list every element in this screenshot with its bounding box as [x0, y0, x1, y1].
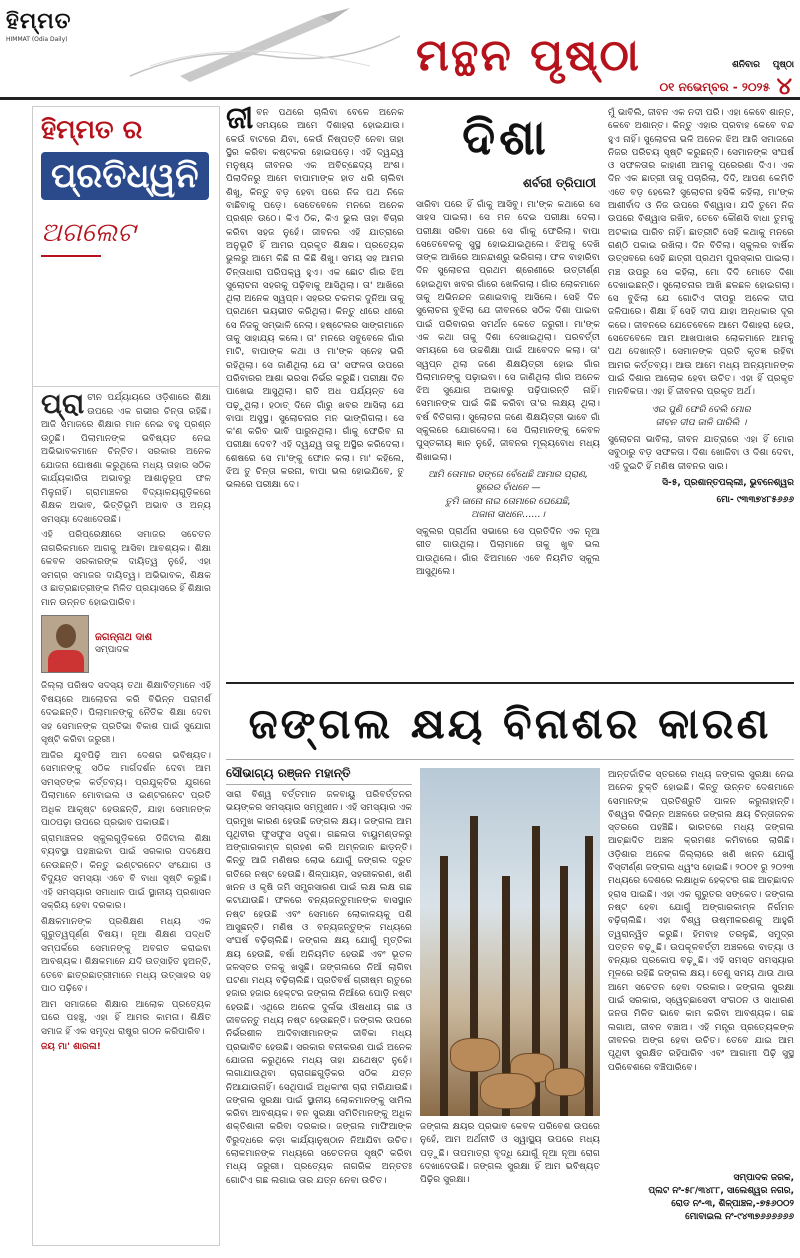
- log-stump: [480, 1073, 536, 1109]
- page-label: ପୃଷ୍ଠା: [772, 60, 794, 70]
- editorial-dropcap: ପ୍ରା: [41, 387, 85, 420]
- verse-line: ଅଜାନା ସାଧନେ……।: [471, 508, 545, 520]
- forest-article-column-1: ସାରା ବିଶ୍ୱ ବର୍ତ୍ତମାନ ଜଳବାୟୁ ପରିବର୍ତ୍ତନର ଭୟଙ୍କର ସମସ୍ୟାର ସମ୍ମୁଖୀନ। ଏହି ସମସ୍ୟାର ଏକ ପ୍ରମୁଖ କାରଣ ହେଉଛି ଜଙ୍ଗଲ କ୍ଷୟ। ଜଙ୍ଗଲ ଆମ ପୃଥିବୀର ଫୁସଫୁସ ସଦୃଶ। ଗଛଲତା ବାୟୁମଣ୍ଡଳରୁ ଅଙ୍ଗାରକାମ୍ଳ ଗ୍ରହଣ କରି ଅମ୍ଳଜାନ ଛାଡ଼ନ୍ତି। କିନ୍ତୁ ଆଜି ମଣିଷର ଲୋଭ ଯୋଗୁଁ ଜଙ୍ଗଲ ଦ୍ରୁତ ଗତିରେ ନଷ୍ଟ ହେଉଛି। ଶିଳ୍ପାୟନ, ସହରୀକରଣ, ଖଣି ଖନନ ଓ କୃଷି ଜମି ସମ୍ପ୍ରସାରଣ ପାଇଁ ଲକ୍ଷ ଲକ୍ଷ ଗଛ କଟାଯାଉଛି। ଫଳରେ ବନ୍ୟଜନ୍ତୁମାନଙ୍କ ବାସସ୍ଥାନ ନଷ୍ଟ ହେଉଛି ଏବଂ ସେମାନେ ଲୋକାଳୟକୁ ପଶି ଆସୁଛନ୍ତି। ମଣିଷ ଓ ବନ୍ୟଜନ୍ତୁଙ୍କ ମଧ୍ୟରେ ସଂଘର୍ଷ ବଢ଼ିଚାଲିଛି। ଜଙ୍ଗଲ କ୍ଷୟ ଯୋଗୁଁ ମୃତ୍ତିକା କ୍ଷୟ ହେଉଛି, ବର୍ଷା ଅନିୟମିତ ହେଉଛି ଏବଂ ଭୂତଳ ଜଳସ୍ତର ତଳକୁ ଖସୁଛି। ଜଙ୍ଗଲରେ ନିଆଁ ଲାଗିବା ଘଟଣା ମଧ୍ୟ ବଢ଼ିଚାଲିଛି। ପ୍ରତିବର୍ଷ ଗ୍ରୀଷ୍ମ ଋତୁରେ ହଜାର ହଜାର ହେକ୍ଟର ଜଙ୍ଗଲ ନିଆଁରେ ପୋଡ଼ି ନଷ୍ଟ ହେଉଛି। ଏଥିରେ ଅନେକ ଦୁର୍ଲଭ ଔଷଧୀୟ ଗଛ ଓ ଜୀବଜନ୍ତୁ ମଧ୍ୟ ନଷ୍ଟ ହେଉଛନ୍ତି। ଜଙ୍ଗଲ ଉପରେ ନିର୍ଭରଶୀଳ ଆଦିବାସୀମାନଙ୍କ ଜୀବିକା ମଧ୍ୟ ପ୍ରଭାବିତ ହେଉଛି। ସରକାର ବନୀକରଣ ପାଇଁ ଅନେକ ଯୋଜନା କରୁଥିଲେ ମଧ୍ୟ ତାହା ଯଥେଷ୍ଟ ନୁହେଁ। ଲଗାଯାଉଥିବା ଚାରାଗଛଗୁଡ଼ିକର ସଠିକ ଯତ୍ନ ନିଆଯାଉନାହିଁ। ସେଥିପାଇଁ ଅଧିକାଂଶ ଚାରା ମରିଯାଉଛି। ଜଙ୍ଗଲ ସୁରକ୍ଷା ପାଇଁ ସ୍ଥାନୀୟ ଲୋକମାନଙ୍କୁ ସାମିଲ କରିବା ଆବଶ୍ୟକ। ବନ ସୁରକ୍ଷା ସମିତିମାନଙ୍କୁ ଅଧିକ ଶକ୍ତିଶାଳୀ କରିବା ଦରକାର। ଜଙ୍ଗଲ ମାଫିଆଙ୍କ ବିରୁଦ୍ଧରେ କଡ଼ା କାର୍ଯ୍ୟାନୁଷ୍ଠାନ ନିଆଯିବା ଉଚିତ। ଲୋକମାନଙ୍କ ମଧ୍ୟରେ ସଚେତନତା ସୃଷ୍ଟି କରିବା ମଧ୍ୟ ଜରୁରୀ। ପ୍ରତ୍ୟେକ ନାଗରିକ ଅନ୍ତତଃ ଗୋଟିଏ ଗଛ ଲଗାଇ ତାର ଯତ୍ନ ନେବା ଉଚିତ।: [226, 789, 412, 1186]
- masthead: [0, 0, 800, 100]
- editorial-text: [33, 387, 219, 1247]
- editorial-paragraph: ଗ୍ରାମାଞ୍ଚଳର ସ୍କୁଲଗୁଡ଼ିକରେ ଡିଜିଟାଲ ଶିକ୍ଷା ବ୍ୟବସ୍ଥା ପହଞ୍ଚାଇବା ପାଇଁ ସରକାର ପଦକ୍ଷେପ ନେଉଛନ୍ତି। କିନ୍ତୁ ଇଣ୍ଟରନେଟ ସଂଯୋଗ ଓ ବିଦ୍ୟୁତ ସମସ୍ୟା ଏବେ ବି ବାଧା ସୃଷ୍ଟି କରୁଛି। ଏହି ସମସ୍ୟାର ସମାଧାନ ପାଇଁ ସ୍ଥାନୀୟ ପ୍ରଶାସନ ସକ୍ରିୟ ହେବା ଦରକାର।: [41, 832, 211, 911]
- verse-line: ତୁମି ଜାନୋ ନାଇ ତୋମାରେ ପେଯେଛି,: [445, 495, 571, 507]
- editorial-column: [32, 106, 220, 1246]
- author-role: ସମ୍ପାଦକ: [95, 645, 130, 655]
- story-verse: [608, 403, 794, 430]
- story-signoff-phone: ମୋ- ୯୩୩୭୪୮୫୬୬୬: [716, 495, 794, 506]
- promo-brand: ହିମ୍ମତ ର: [41, 115, 143, 145]
- story-text: ସ୍କୁଲର ପ୍ରାର୍ଥନା ସଭାରେ ସେ ପ୍ରତିଦିନ ଏକ ନୂଆ ଗୀତ ଗାଉଥିଲା। ପିଲାମାନେ ତାକୁ ଖୁବ ଭଲ ପାଉଥିଲେ। ଗାଁର ଝିଅମାନେ ଏବେ ନିୟମିତ ସ୍କୁଲ ଆସୁଥିଲେ।: [416, 526, 600, 578]
- logo-subtitle: HIMMAT (Odia Daily): [6, 36, 68, 43]
- editorial-paragraph: ଜିଲ୍ଲା ପରିଷଦ ସଦସ୍ୟ ତଥା ଶିକ୍ଷାବିତ୍ମାନେ ଏହି ବିଷୟରେ ଆଲୋଚନା କରି ବିଭିନ୍ନ ପରାମର୍ଶ ଦେଇଛନ୍ତି। ପିଲାମାନଙ୍କୁ ନୈତିକ ଶିକ୍ଷା ଦେବା ସହ ସେମାନଙ୍କ ପ୍ରତିଭା ବିକାଶ ପାଇଁ ସୁଯୋଗ ସୃଷ୍ଟି କରିବା ଜରୁରୀ।: [41, 680, 211, 745]
- story-signoff-address: ସି-୫, ପ୍ରଶାନ୍ତପଲ୍ଲୀ, ଭୁବନେଶ୍ୱର: [662, 478, 794, 489]
- story-column-3: [608, 106, 794, 681]
- verse-line: ଏଇ ପୁଣି ଫେରି ଦେଲି ମୋର: [651, 403, 751, 415]
- promo-headline: ପ୍ରତିଧ୍ୱନି: [41, 152, 209, 200]
- verse-line: ଜୀବନ ଦୀପ ଜାଳି ପାରିଲି ।: [655, 416, 747, 428]
- address-line: ମୋବାଇଲ ନଂ-୯୪୩୭୬୬୬୬୬୬: [685, 1212, 794, 1222]
- log-stump: [545, 1068, 585, 1096]
- forest-article-title: ଜଙ୍ଗଲ କ୍ଷୟ ବିନାଶର କାରଣ: [226, 688, 794, 760]
- fountain-pen-illustration: [120, 6, 410, 86]
- editorial-closing: ଜୟ ମା' ଶାରଳା!: [41, 1041, 101, 1052]
- story-column-1: [226, 106, 410, 681]
- deforestation-photo[interactable]: [420, 768, 600, 1116]
- story-text: ବନ ପଥରେ ଚାଲିବା ବେଳେ ଅନେକ ସମୟରେ ଆମେ ଦିଶାହରା ହୋଇଯାଉ। କେଉଁ ବାଟରେ ଯିବା, କେଉଁ ନିଷ୍ପତ୍ତି ନେବା ତାହା ସ୍ଥିର କରିବା କଷ୍ଟକର ହୋଇପଡ଼େ। ଏହି ଦ୍ୱନ୍ଦ୍ୱ ମନୁଷ୍ୟ ଜୀବନର ଏକ ଅବିଚ୍ଛେଦ୍ୟ ଅଂଶ। ପିଲାଦିନରୁ ଆମେ ବାପାମାଙ୍କ ହାତ ଧରି ଚାଲିବା ଶିଖୁ, କିନ୍ତୁ ବଡ଼ ହେବା ପରେ ନିଜ ପଥ ନିଜେ ବାଛିବାକୁ ପଡ଼େ। ସେତେବେଳେ ମନରେ ଅନେକ ପ୍ରଶ୍ନ ଉଠେ। କିଏ ଠିକ, କିଏ ଭୁଲ ତାହା ବିଚାର କରିବା ସହଜ ନୁହେଁ। ଜୀବନର ଏହି ଯାତ୍ରାରେ ଅନୁଭୂତି ହିଁ ଆମର ପ୍ରକୃତ ଶିକ୍ଷକ। ପ୍ରତ୍ୟେକ ଭୁଲରୁ ଆମେ କିଛି ନା କିଛି ଶିଖୁ। ସମୟ ସହ ଆମର ଚିନ୍ତାଧାରା ପରିପକ୍ୱ ହୁଏ। ଏକ ଛୋଟ ଗାଁର ଝିଅ ସୁଲୋଚନା ସହରକୁ ପଢ଼ିବାକୁ ଆସିଥିଲା। ତା' ଆଖିରେ ଥିଲା ଅନେକ ସ୍ୱପ୍ନ। ସହରର ଚକମକ ଦୁନିଆ ତାକୁ ପ୍ରଥମେ ଭୟଭୀତ କରିଥିଲା। କିନ୍ତୁ ଧୀରେ ଧୀରେ ସେ ନିଜକୁ ସମ୍ଭାଳି ନେଲା। ହଷ୍ଟେଲର ସାଙ୍ଗମାନେ ତାକୁ ସାହାଯ୍ୟ କଲେ। ତା' ମନରେ ସବୁବେଳେ ଗାଁର ମାଟି, ବାପାଙ୍କ କଥା ଓ ମା'ଙ୍କ ସ୍ନେହ ଭରି ରହିଥିଲା। ସେ ଜାଣିଥିଲା ଯେ ତା' ସଫଳତା ଉପରେ ପରିବାରର ଆଶା ଭରସା ନିର୍ଭର କରୁଛି। ପରୀକ୍ଷା ଦିନ ପାଖେଇ ଆସୁଥିଲା। ରାତି ଅଧ ପର୍ଯ୍ୟନ୍ତ ସେ ପଢ଼ୁଥିଲା। ହଠାତ୍ ଦିନେ ଗାଁରୁ ଖବର ଆସିଲା ଯେ ବାପା ଅସୁସ୍ଥ। ସୁଲୋଚନାର ମନ ଭାଙ୍ଗିଗଲା। ସେ କ'ଣ କରିବ ଭାବି ପାରୁନଥିଲା। ଗାଁକୁ ଫେରିବ ନା ପରୀକ୍ଷା ଦେବ? ଏହି ଦ୍ୱନ୍ଦ୍ୱ ତାକୁ ଅସ୍ଥିର କରିଦେଲା। ଶେଷରେ ସେ ମା'ଙ୍କୁ ଫୋନ କଲା। ମା' କହିଲେ, ଝିଅ ତୁ ଚିନ୍ତା କରନା, ବାପା ଭଲ ହୋଇଯିବେ, ତୁ ଭଲରେ ପରୀକ୍ଷା ଦେ।: [226, 107, 404, 491]
- forest-article-author: ସୌଭାଗ୍ୟ ରଞ୍ଜନ ମହାନ୍ତି: [226, 766, 412, 785]
- page-number: ୪: [776, 72, 792, 100]
- logo-title: ହିମ୍ମତ: [6, 8, 72, 34]
- editorial-paragraph: [41, 387, 211, 526]
- page-section-title: ମନ୍ଥନ ପୃଷ୍ଠା: [416, 30, 641, 81]
- story-text: ସାରିବା ପରେ ହିଁ ଗାଁକୁ ଆସିବୁ। ମା'ଙ୍କ କଥାରେ ସେ ସାହସ ପାଇଲା। ସେ ମନ ଦେଇ ପରୀକ୍ଷା ଦେଲା। ପରୀକ୍ଷା ସରିବା ପରେ ସେ ଗାଁକୁ ଫେରିଲା। ବାପା ସେତେବେଳକୁ ସୁସ୍ଥ ହୋଇଯାଇଥିଲେ। ଝିଅକୁ ଦେଖି ତାଙ୍କ ଆଖିରେ ଆନନ୍ଦାଶ୍ରୁ ଭରିଗଲା। ଫଳ ବାହାରିବା ଦିନ ସୁଲୋଚନା ପ୍ରଥମ ଶ୍ରେଣୀରେ ଉତ୍ତୀର୍ଣ୍ଣ ହୋଇଥିବା ଖବର ଗାଁରେ ଖେଳିଗଲା। ଗାଁର ଲୋକମାନେ ତାକୁ ଅଭିନନ୍ଦନ ଜଣାଇବାକୁ ଆସିଲେ। ସେହି ଦିନ ସୁଲୋଚନା ବୁଝିଲା ଯେ ଜୀବନରେ ସଠିକ ଦିଶା ପାଇବା ପାଇଁ ପରିବାରର ସମର୍ଥନ କେତେ ଜରୁରୀ। ମା'ଙ୍କ ଏକ କଥା ତାକୁ ଦିଶା ଦେଖାଇଥିଲା। ପରବର୍ତ୍ତୀ ସମୟରେ ସେ ଉଚ୍ଚଶିକ୍ଷା ପାଇଁ ଆବେଦନ କଲା। ତା' ସ୍ୱପ୍ନ ଥିଲା ଜଣେ ଶିକ୍ଷୟିତ୍ରୀ ହୋଇ ଗାଁର ପିଲାମାନଙ୍କୁ ପଢ଼ାଇବା। ସେ ଜାଣିଥିଲା ଗାଁର ଅନେକ ଝିଅ ସୁଯୋଗ ଅଭାବରୁ ପଢ଼ିପାରନ୍ତି ନାହିଁ। ସେମାନଙ୍କ ପାଇଁ କିଛି କରିବା ତା'ର ଲକ୍ଷ୍ୟ ଥିଲା। ବର୍ଷ ବିତିଗଲା। ସୁଲୋଚନା ଜଣେ ଶିକ୍ଷୟିତ୍ରୀ ଭାବେ ଗାଁ ସ୍କୁଲରେ ଯୋଗଦେଲା। ସେ ପିଲାମାନଙ୍କୁ କେବଳ ପୁସ୍ତକୀୟ ଜ୍ଞାନ ନୁହେଁ, ଜୀବନର ମୂଲ୍ୟବୋଧ ମଧ୍ୟ ଶିଖାଇଲା।: [416, 199, 600, 463]
- story-verse: [416, 468, 600, 521]
- story-section: [226, 106, 794, 684]
- story-title: ଦିଶା: [462, 110, 550, 166]
- address-line: ରୋଡ ନଂ-୩, ଶିଳ୍ପାଞ୍ଚଳ,-୭୫୬୦୦୨: [671, 1199, 794, 1209]
- author-photo: [41, 615, 89, 673]
- issue-date: ୦୧ ନଭେମ୍ବର - ୨୦୨୫: [659, 80, 770, 94]
- author-address: [608, 1172, 794, 1224]
- editorial-paragraph: ଆମ ସମାଜରେ ଶିକ୍ଷାର ଆଲୋକ ପ୍ରତ୍ୟେକ ଘରେ ପହଞ୍ଚୁ, ଏହା ହିଁ ଆମର କାମନା। ଶିକ୍ଷିତ ସମାଜ ହିଁ ଏକ ସମୃଦ୍ଧ ରାଷ୍ଟ୍ର ଗଠନ କରିପାରିବ।: [41, 998, 211, 1037]
- story-column-2: [416, 198, 600, 681]
- newspaper-logo[interactable]: [6, 8, 106, 63]
- address-line: ସମ୍ପାଦକ ଜରକ,: [733, 1173, 794, 1183]
- forest-article-column-3: ଆନ୍ତର୍ଜାତିକ ସ୍ତରରେ ମଧ୍ୟ ଜଙ୍ଗଲ ସୁରକ୍ଷା ନେଇ ଅନେକ ଚୁକ୍ତି ହୋଇଛି। କିନ୍ତୁ ଉନ୍ନତ ଦେଶମାନେ ସେମାନଙ୍କ ପ୍ରତିଶ୍ରୁତି ପାଳନ କରୁନାହାନ୍ତି। ବିଶ୍ୱର ବିଭିନ୍ନ ଅଞ୍ଚଳରେ ଜଙ୍ଗଲ କ୍ଷୟ ଚିନ୍ତାଜନକ ସ୍ତରରେ ପହଞ୍ଚିଛି। ଭାରତରେ ମଧ୍ୟ ଜଙ୍ଗଲ ଆଚ୍ଛାଦିତ ଅଞ୍ଚଳ କ୍ରମଶଃ କମିବାରେ ଲାଗିଛି। ଓଡ଼ିଶାର ଅନେକ ଜିଲ୍ଲାରେ ଖଣି ଖନନ ଯୋଗୁଁ ବିସ୍ତୀର୍ଣ୍ଣ ଜଙ୍ଗଲ ଧ୍ୱଂସ ହୋଇଛି। ୨୦୦୧ ରୁ ୨୦୨୩ ମଧ୍ୟରେ ଦେଶରେ ଲକ୍ଷାଧିକ ହେକ୍ଟର ଗଛ ଆଚ୍ଛାଦନ ହ୍ରାସ ପାଇଛି। ଏହା ଏକ ଗୁରୁତର ସଙ୍କେତ। ଜଙ୍ଗଲ ନଷ୍ଟ ହେବା ଯୋଗୁଁ ଅଙ୍ଗାରକାମ୍ଳ ନିର୍ଗମନ ବଢ଼ିଚାଲିଛି। ଏହା ବିଶ୍ୱ ଉଷ୍ମୀକରଣକୁ ଆହୁରି ତ୍ୱରାନ୍ୱିତ କରୁଛି। ହିମବାହ ତରଳୁଛି, ସମୁଦ୍ର ପତ୍ତନ ବଢ଼ୁଛି। ଉପକୂଳବର୍ତ୍ତୀ ଅଞ୍ଚଳରେ ବାତ୍ୟା ଓ ବନ୍ୟାର ପ୍ରକୋପ ବଢ଼ୁଛି। ଏହି ସମସ୍ତ ସମସ୍ୟାର ମୂଳରେ ରହିଛି ଜଙ୍ଗଲ କ୍ଷୟ। ତେଣୁ ସମୟ ଥାଉ ଥାଉ ଆମେ ସଚେତନ ହେବା ଦରକାର। ଜଙ୍ଗଲ ସୁରକ୍ଷା ପାଇଁ ସରକାର, ସ୍ୱେଚ୍ଛାସେବୀ ସଂଗଠନ ଓ ସାଧାରଣ ଜନତା ମିଳିତ ଭାବେ କାମ କରିବା ଆବଶ୍ୟକ। ଗଛ ଲଗାଅ, ଜୀବନ ବଞ୍ଚାଅ। ଏହି ମନ୍ତ୍ର ପ୍ରତ୍ୟେକଙ୍କ ଜୀବନର ଅଙ୍ଗ ହେବା ଉଚିତ। ତେବେ ଯାଇ ଆମ ପୃଥିବୀ ସୁରକ୍ଷିତ ରହିପାରିବ ଏବଂ ଆଗାମୀ ପିଢ଼ି ସୁସ୍ଥ ପରିବେଶରେ ବଞ୍ଚିପାରିବେ।: [608, 769, 794, 1073]
- promo-tagline: ଅଗଲେଟ: [41, 218, 136, 248]
- verse-line: ସୁରେର ବାଁଧନେ —: [475, 482, 541, 494]
- story-author: ଶର୍ବରୀ ତ୍ରିପାଠୀ: [523, 176, 596, 190]
- forest-article-column-2: ଜଙ୍ଗଲ କ୍ଷୟର ପ୍ରଭାବ କେବଳ ପରିବେଶ ଉପରେ ନୁହେଁ, ଆମ ଅର୍ଥନୀତି ଓ ସ୍ୱାସ୍ଥ୍ୟ ଉପରେ ମଧ୍ୟ ପଡ଼ୁଛି। ତାପମାତ୍ରା ବୃଦ୍ଧି ଯୋଗୁଁ ନୂଆ ନୂଆ ରୋଗ ଦେଖାଦେଉଛି। ଜଙ୍ଗଲ ସୁରକ୍ଷା ହିଁ ଆମ ଭବିଷ୍ୟତ ପିଢ଼ିର ସୁରକ୍ଷା।: [420, 1121, 600, 1186]
- address-line: ପ୍ଲଟ ନଂ-୫୮/୩୪୮୮, ସାଲେଶ୍ୱର ନଗର,: [648, 1186, 794, 1196]
- promo-divider: [41, 255, 101, 257]
- tree-trunk: [440, 856, 448, 1116]
- story-text: ସୁଲୋଚନା ଭାବିଲା, ଜୀବନ ଯାତ୍ରାରେ ଏହା ହିଁ ମୋର ସବୁଠାରୁ ବଡ଼ ସଫଳତା। ଦିଶା ଖୋଜିବା ଓ ଦିଶା ଦେବା, ଏହି ଦୁଇଟି ହିଁ ମଣିଷ ଜୀବନର ସାର।: [608, 434, 794, 472]
- editorial-paragraph: ଏହି ପରିପ୍ରେକ୍ଷୀରେ ସମାଜର ସଚେତନ ନାଗରିକମାନେ ଆଗକୁ ଆସିବା ଆବଶ୍ୟକ। ଶିକ୍ଷା କେବଳ ସରକାରଙ୍କ ଦାୟିତ୍ୱ ନୁହେଁ, ଏହା ସମଗ୍ର ସମାଜର ଦାୟିତ୍ୱ। ଅଭିଭାବକ, ଶିକ୍ଷକ ଓ ଛାତ୍ରଛାତ୍ରୀଙ୍କ ମିଳିତ ପ୍ରୟାସରେ ହିଁ ଶିକ୍ଷାର ମାନ ଉନ୍ନତ ହୋଇପାରିବ।: [41, 529, 211, 608]
- log-stump: [450, 1038, 500, 1072]
- editorial-paragraph: ଆଜିର ଯୁବପିଢ଼ି ଆମ ଦେଶର ଭବିଷ୍ୟତ। ସେମାନଙ୍କୁ ସଠିକ ମାର୍ଗଦର୍ଶନ ଦେବା ଆମ ସମସ୍ତଙ୍କ କର୍ତ୍ତବ୍ୟ। ପ୍ରଯୁକ୍ତିର ଯୁଗରେ ପିଲାମାନେ ମୋବାଇଲ ଓ ଇଣ୍ଟରନେଟ ପ୍ରତି ଅଧିକ ଆକୃଷ୍ଟ ହେଉଛନ୍ତି, ଯାହା ସେମାନଙ୍କ ପାଠପଢ଼ା ଉପରେ ପ୍ରଭାବ ପକାଉଛି।: [41, 749, 211, 828]
- story-text: ମୁଁ ଭାବିଲି, ଜୀବନ ଏକ ନଦୀ ପରି। ଏହା କେବେ ଶାନ୍ତ, କେବେ ଅଶାନ୍ତ। କିନ୍ତୁ ଏହାର ପ୍ରବାହ କେବେ ବନ୍ଦ ହୁଏ ନାହିଁ। ସୁଲୋଚନା ଭଳି ଅନେକ ଝିଅ ଆଜି ସମାଜରେ ନିଜର ପରିଚୟ ସୃଷ୍ଟି କରୁଛନ୍ତି। ସେମାନଙ୍କ ସଂଘର୍ଷ ଓ ସଫଳତାର କାହାଣୀ ଆମକୁ ପ୍ରେରଣା ଦିଏ। ଏକ ଦିନ ଏକ ଛାତ୍ରୀ ତାକୁ ପଚାରିଲା, ଦିଦି, ଆପଣ କେମିତି ଏତେ ବଡ଼ ହେଲେ? ସୁଲୋଚନା ହସିକି କହିଲା, ମା'ଙ୍କ ଆଶୀର୍ବାଦ ଓ ନିଜ ଉପରେ ବିଶ୍ୱାସ। ଯଦି ତୁମେ ନିଜ ଉପରେ ବିଶ୍ୱାସ ରଖିବ, ତେବେ କୌଣସି ବାଧା ତୁମକୁ ଅଟକାଇ ପାରିବ ନାହିଁ। ଛାତ୍ରୀଟି ସେହି କଥାକୁ ମନରେ ଗଣ୍ଠି ପକାଇ ରଖିଲା। ଦିନ ବିତିଲା। ସ୍କୁଲର ବାର୍ଷିକ ଉତ୍ସବରେ ସେହି ଛାତ୍ରୀ ପ୍ରଥମ ପୁରସ୍କାର ପାଇଲା। ମଞ୍ଚ ଉପରୁ ସେ କହିଲା, ମୋ ଦିଦି ମୋତେ ଦିଶା ଦେଖାଇଛନ୍ତି। ସୁଲୋଚନାର ଆଖି ଛଳଛଳ ହୋଇଗଲା। ସେ ବୁଝିଲା ଯେ ଗୋଟିଏ ଦୀପରୁ ଅନେକ ଦୀପ ଜଳିପାରେ। ଶିକ୍ଷା ହିଁ ସେହି ଦୀପ ଯାହା ଅନ୍ଧକାର ଦୂର କରେ। ଜୀବନରେ ଯେତେବେଳେ ଆମେ ଦିଶାହରା ହେଉ, ସେତେବେଳେ ଆମ ଆଖପାଖର ଲୋକମାନେ ଆମକୁ ପଥ ଦେଖାନ୍ତି। ସେମାନଙ୍କ ପ୍ରତି କୃତଜ୍ଞ ରହିବା ଆମର କର୍ତ୍ତବ୍ୟ। ଆଉ ଆମେ ମଧ୍ୟ ଅନ୍ୟମାନଙ୍କ ପାଇଁ ଦିଶାର ଆଲୋକ ହେବା ଉଚିତ। ଏହା ହିଁ ପ୍ରକୃତ ମାନବିକତା। ଏହା ହିଁ ଜୀବନର ପ୍ରକୃତ ଅର୍ଥ।: [608, 107, 794, 398]
- weekday: ଶନିବାର: [732, 60, 760, 70]
- editorial-paragraph: ଶିକ୍ଷକମାନଙ୍କ ପ୍ରଶିକ୍ଷଣ ମଧ୍ୟ ଏକ ଗୁରୁତ୍ୱପୂର୍ଣ୍ଣ ବିଷୟ। ନୂଆ ଶିକ୍ଷଣ ପଦ୍ଧତି ସମ୍ପର୍କରେ ସେମାନଙ୍କୁ ଅବଗତ କରାଇବା ଆବଶ୍ୟକ। ଶିକ୍ଷକମାନେ ଯଦି ଉତ୍ସାହିତ ହୁଅନ୍ତି, ତେବେ ଛାତ୍ରଛାତ୍ରୀମାନେ ମଧ୍ୟ ଉତ୍ସାହର ସହ ପାଠ ପଢ଼ିବେ।: [41, 915, 211, 994]
- forest-article: [226, 688, 794, 1246]
- promo-banner: [33, 107, 219, 387]
- author-name: ଜଗନ୍ନାଥ ଦାଶ: [95, 631, 153, 643]
- story-dropcap: ଜୀ: [226, 106, 254, 136]
- tree-trunk: [585, 836, 593, 1116]
- author-byline: [41, 615, 211, 673]
- verse-line: ଆମି ତୋମାର ସଙ୍ଗେ ବେଁଧେଛି ଆମାର ପ୍ରାଣ,: [428, 468, 588, 480]
- editorial-paragraph-text: ଚୀନ ପର୍ଯ୍ୟାୟରେ ଓଡ଼ିଶାରେ ଶିକ୍ଷା ଉପରେ ଏକ ଗଭୀର ଚିନ୍ତା ରହିଛି। ଆଜି ସମାଜରେ ଶିକ୍ଷାର ମାନ ନେଇ ବହୁ ପ୍ରଶ୍ନ ଉଠୁଛି। ପିଲାମାନଙ୍କ ଭବିଷ୍ୟତ ନେଇ ଅଭିଭାବକମାନେ ଚିନ୍ତିତ। ସରକାର ଅନେକ ଯୋଜନା ଘୋଷଣା କରୁଥିଲେ ମଧ୍ୟ ତାହାର ସଠିକ କାର୍ଯ୍ୟକାରିତା ଅଭାବରୁ ଆଶାନୁରୂପ ଫଳ ମିଳୁନାହିଁ। ଗ୍ରାମାଞ୍ଚଳର ବିଦ୍ୟାଳୟଗୁଡ଼ିକରେ ଶିକ୍ଷକ ଅଭାବ, ଭିତ୍ତିଭୂମି ଅଭାବ ଓ ଅନ୍ୟ ସମସ୍ୟା ଦେଖାଦେଉଛି।: [41, 392, 211, 525]
